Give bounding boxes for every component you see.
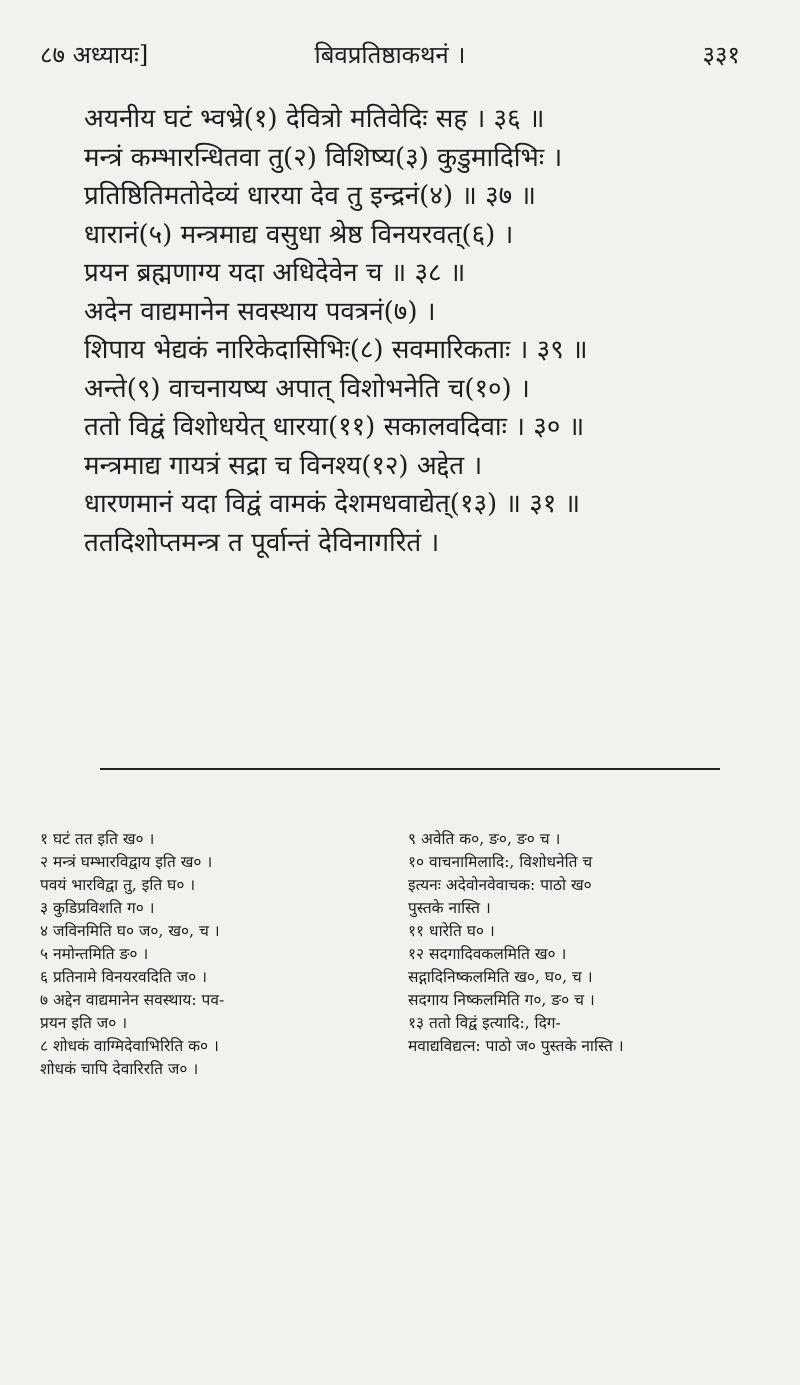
verse-line: अन्ते(९) वाचनायष्य अपात् विशोभनेति च(१०) । (84, 373, 530, 404)
footnote-line: १३ ततो विद्वं इत्यादि:, दिग- (408, 1014, 561, 1032)
footnote-line: ९ अवेति क०, ङ०, ङ० च । (408, 830, 561, 848)
footnote-line: इत्यनः अदेवोनवेवाचक: पाठो ख० (408, 876, 592, 894)
footnote-line: २ मन्त्रं घम्भारविद्वाय इति ख० । (40, 853, 213, 871)
footnote-line: सदगाय निष्कलमिति ग०, ङ० च । (408, 991, 595, 1009)
footnote-line: १० वाचनामिलादि:, विशोधनेति च (408, 853, 593, 871)
verse-line: मन्त्रमाद्य गायत्रं सद्रा च विनश्य(१२) अद्देत । (84, 450, 483, 481)
verse-line: प्रतिष्ठितिमतोदेव्यं धारया देव तु इन्द्रनं(४) ॥ ३७ ॥ (84, 181, 536, 211)
footnote-line: प्रयन इति ज० । (40, 1014, 128, 1032)
verse-line: अदेन वाद्यमानेन सवस्थाय पवत्रनं(७) । (84, 296, 436, 327)
verse-line: प्रयन ब्रह्मणाग्य यदा अधिदेवेन च ॥ ३८ ॥ (84, 258, 466, 288)
page-number: ३३१ (702, 41, 740, 69)
running-head-title: बिवप्रतिष्ठाकथनं । (314, 41, 466, 69)
footnote-line: ७ अद्देन वाद्यमानेन सवस्थाय: पव- (40, 991, 225, 1009)
footnote-line: ५ नमोन्तमिति ङ० । (40, 945, 149, 963)
verse-line: शिपाय भेद्यकं नारिकेदासिभिः(८) सवमारिकताः । ३९ ॥ (84, 335, 588, 365)
footnotes-left-column (40, 828, 400, 1081)
footnote-line: ६ प्रतिनामे विनयरवदिति ज० । (40, 968, 208, 986)
verse-line: धारानं(५) मन्त्रमाद्य वसुधा श्रेष्ठ विनयरवत्(६) । (84, 219, 514, 250)
footnote-line: पुस्तके नास्ति । (408, 899, 491, 917)
footnote-line: शोधकं चापि देवारिरति ज० । (40, 1060, 199, 1078)
verse-line: अयनीय घटं भ्वभ्रे(१) देवित्रो मतिवेदिः सह । ३६ ॥ (84, 104, 545, 134)
footnote-line: १२ सदगादिवकलमिति ख० । (408, 945, 567, 963)
verse-line: ततो विद्वं विशोधयेत् धारया(११) सकालवदिवाः । ३० ॥ (84, 412, 585, 442)
footnote-divider (100, 768, 720, 770)
footnote-line: ४ जविनमिति घ० ज०, ख०, च । (40, 922, 220, 940)
footnote-line: मवाद्यविद्यत्न: पाठो ज० पुस्तके नास्ति । (408, 1037, 624, 1055)
verse-line: धारणमानं यदा विद्वं वामकं देशमधवाद्येत्(१३) ॥ ३१ ॥ (84, 489, 581, 519)
footnote-line: ११ धारेति घ० । (408, 922, 495, 940)
footnote-line: १ घटं तत इति ख० । (40, 830, 155, 848)
footnote-line: ३ कुडिप्रविशति ग० । (40, 899, 155, 917)
verse-line: मन्त्रं कम्भारन्धितवा तु(२) विशिष्य(३) कुडुमादिभिः । (84, 142, 563, 173)
footnote-line: ८ शोधकं वाग्मिदेवाभिरिति क० । (40, 1037, 219, 1055)
footnote-line: पवयं भारविद्वा तु, इति घ० । (40, 876, 196, 894)
footnotes-right-column (408, 828, 768, 1058)
verse-block (84, 100, 724, 562)
verse-line: ततदिशोप्तमन्त्र त पूर्वान्तं देविनागरितं । (84, 527, 440, 558)
running-head (40, 38, 740, 74)
footnote-line: सद्गादिनिष्कलमिति ख०, घ०, च । (408, 968, 593, 986)
running-head-chapter: ८७ अध्यायः] (40, 41, 149, 69)
